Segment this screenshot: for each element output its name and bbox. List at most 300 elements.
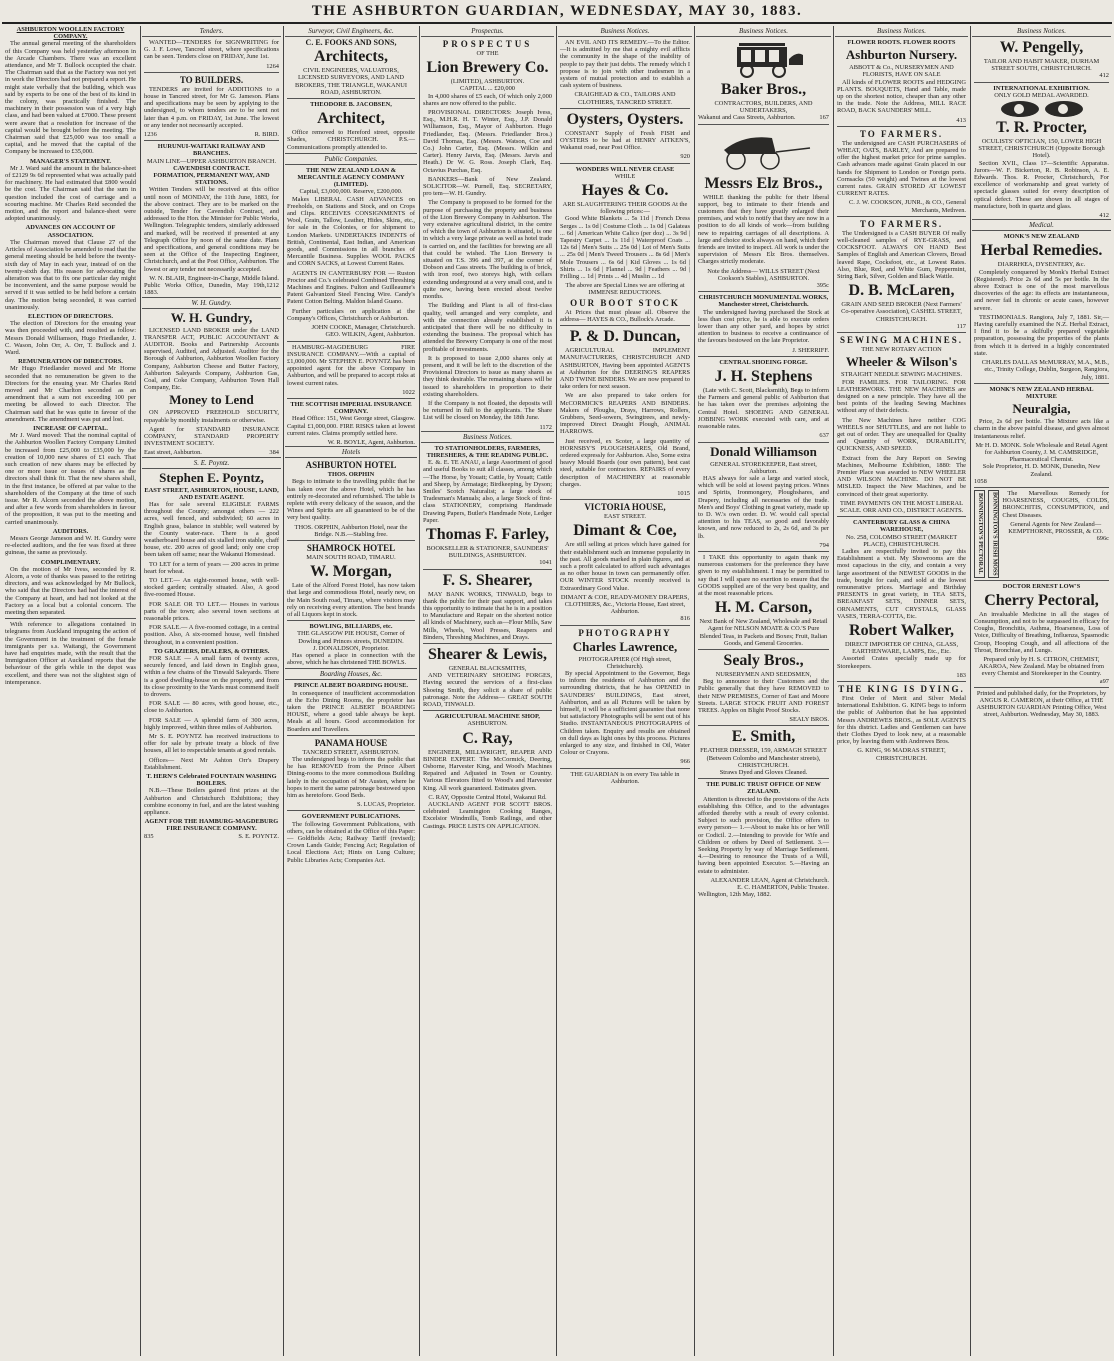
ad-heading: TO FARMERS.	[859, 128, 944, 139]
column-rule	[970, 26, 971, 1356]
column-label: Hotels	[285, 446, 417, 458]
ad-signature: J. DONALDSON, Proprietor.	[313, 644, 389, 652]
ad-title: Dimant & Coe,	[573, 522, 677, 540]
ad-text: Offices— Next Mr Ashton Orr's Drapery Establishment.	[144, 756, 279, 771]
ad-title: H. M. Carson,	[714, 599, 813, 617]
ad-number: 395c	[816, 282, 829, 290]
ad-signature: S. LUCAS, Proprietor.	[356, 801, 415, 809]
ad-subheading: FEATHER DRESSER, 159, ARMAGH STREET (Between Colombo and Manchester streets), CHRISTCHURCH.	[700, 747, 827, 769]
ad-text: Ladies are respectfully invited to pay this Establishment a visit. My Showrooms are the most capacious in the city, and contain a very large assortment of the NEWEST GOODS in the trade, bought for cash, and sold at the lowest remunerative prices. Marriage and Birthday PRESENTS in great variety, in TEA SETS, BREAKFAST SETS, DINNER SETS, ORNAMENTS, CUT CRYSTALS, GLASS VASES, TERRA-COTTA, Etc.	[837, 547, 966, 620]
ad-subheading: TO GRAZIERS, DEALERS, & OTHERS.	[153, 647, 270, 655]
divider	[423, 643, 552, 644]
divider	[287, 810, 415, 811]
column-1	[3, 26, 138, 1346]
column-7	[835, 26, 968, 1346]
ad-text: Office removed to Hereford street, opposite Shades, CHRISTCHURCH. P.S.—Communications promptly attended to.	[287, 129, 415, 151]
ad-title: Oysters, Oysters.	[566, 110, 684, 128]
ad-subheading: THE GLASGOW PIE HOUSE, Corner of Dowling and Princes streets, DUNEDIN.	[297, 630, 405, 645]
ad-text: Just received, ex Scoter, a large quantity of HORNSBY'S PLOUGHSHARES, Old Brand, ordered expressly for Ashburton. Also, Some extra heavy Mould Boards (our own pattern), best cast steel, suitable for contractors. REPAIRS of every description of MACHINERY at reasonable charges.	[560, 437, 690, 488]
ad-text: The undersigned begs to inform the public that he has REMOVED from the Prince Albert Dining-rooms to the more commodious Building lately in the occupation of Mr Austen, where he hopes to merit the same patronage bestowed upon him as heretofore. Good Beds.	[287, 756, 415, 800]
ad-number: 1212	[266, 282, 279, 290]
ad-title: Neuralgia,	[1012, 401, 1071, 417]
divider	[698, 778, 829, 779]
ad-heading: FLOWER ROOTS. FLOWER ROOTS	[847, 39, 956, 46]
ad-text: WHILE thanking the public for their liberal support, beg to intimate to their friends and customers that they have greatly enlarged their premises, and wish to notify that they are now in a position to do all kinds of work—from building new to repairing carriages of all descriptions. A large and choice stock always on hand, which their friends are invited to inspect. All work is under the supervision of Messrs Elz Bros. themselves. Charges strictly moderate.	[698, 193, 829, 266]
divider	[698, 725, 829, 726]
ad-text: The Building and Plant is all of first-class quality, well arranged and very complete, and with the connection already established it is anticipated that there will be no difficulty in extending the business. The proposal which has attended the Brewery Company is one of the most profitable of investments.	[423, 302, 552, 353]
divider	[560, 325, 690, 326]
eye-icon	[1045, 101, 1083, 117]
section-heading: INCREASE OF CAPITAL.	[33, 424, 108, 432]
ad-text: AGENTS IN CANTERBURY FOR — Ruston Proctor and Co.'s celebrated Combined Threshing Machines and Engines. Fulton and Guilleaume's Patent Galvanized Steel Fencing Wire. Candy's Patent Cotton Belting. Maldon Island Guano.	[287, 269, 415, 306]
divider	[423, 569, 552, 570]
section-heading: ELECTION OF DIRECTORS.	[27, 312, 114, 320]
ad-number: 816	[680, 615, 690, 623]
hearse-illustration	[698, 39, 829, 79]
divider	[287, 540, 415, 541]
ad-title: Stephen E. Poyntz,	[159, 469, 264, 485]
ad-text: We are also prepared to take orders for McCORMICK'S REAPERS AND BINDERS. Makers of Ploughs, Drays, Harrows, Rollers, Grubbers, Seed-sowers, Swingtrees, and newly-improved Direct Draught Plough, ANIMAL HARROWS.	[560, 392, 690, 436]
advertisement	[144, 39, 279, 297]
ad-signature: TIME PAYMENTS ON THE MOST LIBERAL SCALE. ORR AND CO., DISTRICT AGENTS.	[839, 499, 964, 514]
ad-number: 1264	[266, 62, 279, 70]
column-label: Tenders.	[142, 26, 281, 37]
ad-heading: TO FARMERS.	[859, 218, 944, 229]
divider	[5, 618, 136, 619]
ad-text: Agent for STANDARD INSURANCE COMPANY, STANDARD PROPERTY INVESTMENT SOCIETY.	[144, 425, 279, 448]
ad-heading: OUR BOOT STOCK	[570, 297, 680, 308]
ad-subheading: EAST STREET.	[603, 513, 646, 521]
ad-footer	[144, 131, 279, 138]
ad-text: FOR SALE — A small farm of twenty acres, securely fenced, and laid down in English grass, within a few chains of the Tinwald Saleyards. There is a good dwelling-house on the property, and from its close proximity to the Yards must commend itself to drovers.	[144, 655, 279, 699]
ad-heading: THE PUBLIC TRUST OFFICE OF NEW ZEALAND.	[706, 781, 821, 796]
ad-signature: C. RAY, Opposite Central Hotel, Wakanui Rd.	[428, 793, 547, 801]
divider	[698, 649, 829, 650]
column-rule	[694, 26, 695, 1356]
ad-footer	[144, 282, 279, 296]
hearse-icon	[719, 41, 809, 79]
section-heading: COMPLIMENTARY.	[40, 558, 101, 566]
divider	[287, 341, 415, 342]
ad-text: (Late with C. Scott, Blacksmith), Begs to inform the Farmers and general public of Ashburton that he has taken over the premises adjoining the Central Hotel. SHOEING AND GENERAL JOBBING WORK executed with care, and at reasonable rates.	[698, 387, 829, 431]
ad-text: In 4,000 shares of £5 each, Of which only 2,000 shares are now offered to the public.	[423, 92, 552, 107]
ad-text: CONSTANT Supply of Fresh FISH and OYSTERS to be had at HENRY AITKEN'S, Wakanui road, near Post Office.	[560, 129, 690, 152]
ad-title: E. Smith,	[731, 728, 796, 746]
ad-title: W. H. Gundry,	[170, 309, 253, 325]
ad-subheading: DIRECT IMPORTER OF CHINA, GLASS, EARTHENWARE, LAMPS, Etc., Etc.	[844, 641, 959, 656]
ad-number: 117	[956, 322, 966, 330]
ad-text: First Order of Merit and Silver Medal International Exhibition. G. KING begs to inform the public of Ashburton that he has appointed Messrs ANDREWES BROS., as SOLE AGENTS for this district. Ladies and Gentlemen can have their Clothes Dyed to look new, at a reasonable price, by leaving them with Andrewes Bros.	[837, 695, 966, 746]
divider	[560, 768, 690, 769]
ad-signature: DIMANT & COE, READY-MONEY DRAPERS, CLOTHIERS, &c., Victoria House, East street, Ashburton.	[560, 593, 690, 616]
ad-signature: JOHN COOKE, Manager, Christchurch.	[311, 324, 415, 332]
ad-title: W. Morgan,	[310, 563, 392, 581]
ad-subheading: NURSERYMEN AND SEEDSMEN,	[715, 670, 812, 678]
ad-title: Charles Lawrence,	[572, 638, 678, 654]
ad-title: Sealy Bros.,	[723, 651, 804, 669]
divider	[287, 735, 415, 736]
ad-text: An invaluable Medicine in all the stages of Consumption, and not to be surpassed in efficacy for Coughs, Bronchitis, Asthma, Hoarseness, Loss of Voice, Difficulty of Breathing, Influenza, Spasmodic Croup, Hooping Cough, and all affections of the Throat, Bronchiae, and Lungs.	[974, 610, 1109, 654]
divider	[144, 140, 279, 141]
ad-text: LICENSED LAND BROKER under the LAND TRANSFER ACT, PUBLIC ACCOUNTANT & AUDITOR. Books and Partnership Accounts supervised, Audited, and Adjusted. Auditor for the Borough of Ashburton, Ashburton Woollen Factory Company, Ashburton Cheese and Butter Factory, Ashburton Saleyards Company, Ashburton Gas, Coal, and Coke Company, Ashburton Town Hall Company, Etc.	[144, 326, 279, 392]
ad-number: 413	[956, 116, 966, 124]
column-label: Medical.	[972, 219, 1111, 231]
ad-title: Cherry Pectoral,	[984, 591, 1099, 609]
column-6	[696, 26, 831, 1346]
ad-text: Further particulars on application at the Company's Offices, Christchurch or Ashburton.	[287, 307, 415, 322]
ad-title: Donald Williamson	[710, 443, 817, 459]
ad-text: The New Machines have neither COG WHEELS nor SHUTTLES, and are not liable to get out of order. They are unequalled for Quality and Quantity of WORK, DURABILITY, QUICKNESS, AND SPEED.	[837, 416, 966, 453]
ad-heading: THEODORE B. JACOBSEN,	[310, 101, 392, 109]
ad-title: P. & D. Duncan,	[569, 328, 681, 346]
ad-heading: SHAMROCK HOTEL	[306, 542, 396, 553]
ad-number: 835	[144, 832, 154, 840]
ad-number: 183	[956, 671, 966, 679]
pectoral-ad	[974, 490, 1109, 578]
ad-subheading: GENERAL BLACKSMITHS,	[448, 665, 527, 673]
ad-text: By special Appointment to the Governor, Begs to inform the residents of Ashburton and the surrounding districts, that he has OPENED in SAUNDERS' BUILDINGS, East street, Ashburton, and as all Pictures will be taken by himself, it will be a sufficient guarantee that none but satisfactory Photographs will be sent out of his Studio. INSTANTANEOUS PHOTOGRAPHS of Children taken. Enquiry and results are obtained on dull days as light ones by this process. Pictures enlarged to any size, and finished in Oil, Water Colour or Crayons.	[560, 670, 690, 757]
ad-subheading: (LIMITED), ASHBURTON.	[450, 78, 525, 86]
ad-number: 1041	[539, 559, 552, 567]
ad-heading: THE SCOTTISH IMPERIAL INSURANCE COMPANY.	[290, 400, 412, 416]
ad-subheading: OF THE	[476, 50, 499, 57]
ad-text: In consequence of insufficient accommodation at the Echo Dining Rooms, the proprietor has taken the PRINCE ALBERT BOARDING HOUSE, where a good table always be kept. Meals at all hours. Good accommodation for Boarders and Travellers.	[287, 689, 415, 733]
ad-signature: CHARLES DALLAS McMURRAY, M.A., M.B., etc., Trinity College, Dublin, Surgeon, Rangiora, July, 1881.	[981, 359, 1109, 381]
section-heading: MANAGER'S STATEMENT.	[30, 157, 111, 165]
column-label: Surveyor, Civil Engineers, &c.	[285, 26, 417, 37]
ad-title: Robert Walker,	[849, 622, 954, 639]
ad-number: 1058	[974, 477, 987, 485]
ad-number: 384	[269, 449, 279, 457]
ad-number: 920	[680, 153, 690, 161]
ad-heading: CANTERBURY GLASS & CHINA WAREHOUSE,	[852, 519, 950, 534]
ad-date: Public Works Office, Dunedin, May 19th, 1883.	[144, 282, 267, 297]
section-body: Mr Hugo Friedlander moved and Mr Horne seconded that no remuneration be given to the Directors for the ensuing year. Mr Charles Reid moved and Mr Charlton seconded as an amendment that a sum not exceeding 100 per meeting be allowed to each Director. The Chairman said that he was quite in favour of the amendment. The amendment was put and lost.	[5, 365, 136, 423]
divider	[698, 551, 829, 552]
column-label: W. H. Gundry.	[142, 297, 281, 309]
ad-text: E. &. E. TE ANAU, a large Assortment of good and useful Books to suit all classes, among which—The Horse, by Youatt; Cattle, by Youatt; Cattle and Sheep, by Armatage; Birdkeeping, by Dyson; Smiles' Scotch Naturalist; a large stock of Tradesman's Manuals; also, a large Stock of first-class STATIONERY, comprising Handmade Drawing Papers, Butler's Handmade Note, Ledger Paper.	[423, 459, 552, 524]
ad-number: 696c	[1096, 535, 1109, 543]
divider	[560, 163, 690, 164]
divider	[837, 332, 966, 333]
ad-text: At Prices that must please all. Observe the address— HAYES & CO., Bullock's Arcade.	[560, 308, 690, 323]
divider	[698, 356, 829, 357]
column-4	[421, 26, 554, 1346]
divider	[837, 681, 966, 682]
carriage-icon	[714, 128, 814, 172]
column-rule	[140, 26, 141, 1356]
ad-title: W. Pengelly,	[999, 39, 1084, 56]
article-heading: ASHBURTON WOOLLEN FACTORY COMPANY.	[16, 26, 125, 41]
ad-number: 637	[819, 432, 829, 440]
advertisement	[423, 445, 552, 830]
ad-title: Herbal Remedies.	[980, 242, 1103, 260]
divider	[837, 216, 966, 217]
ad-text: AUCKLAND AGENT FOR SCOTT BROS. celebrated Leamington Cooking Ranges, Excelsior Windmills, Tomb Railings, and other Castings. PRICE LISTS ON APPLICATION.	[423, 801, 552, 830]
divider	[698, 124, 829, 125]
ad-text: All kinds of FLOWER ROOTS and HEDGING PLANTS. BOUQUETS, Hand and Table, made up on the shortest notice, cheaper than any other in the trade. Note the Address, MILL RACE ROAD, BACK SAUNDERS' MILL.	[837, 78, 966, 115]
divider	[287, 398, 415, 399]
ad-signature: R. BIRD.	[254, 131, 279, 139]
ad-subheading: AGENT FOR THE HAMBURG-MAGDEBURG FIRE INSURANCE COMPANY.	[144, 818, 279, 833]
column-label: Prospectus.	[421, 26, 554, 37]
column-rule	[556, 26, 557, 1356]
ad-text: The following Government Publications, with others, can be obtained at the Office of this Paper:— Goldfields Acts; Railway Tariff (revised); Crown Lands Guide; Fencing Act; Regulation of Local Elections Act; Hints on Lung Culture; Public Libraries Acts; Companies Act.	[287, 820, 416, 864]
ad-signature: W. R. BOYLE, Agent, Ashburton.	[327, 438, 415, 446]
ad-text: TO LET.— An eight-roomed house, with well-stocked garden; centrally situated. Also, A good five-roomed House.	[144, 576, 279, 599]
advertisement	[287, 682, 415, 863]
column-label: Business Notices.	[558, 26, 692, 37]
ad-text: The undersigned are CASH PURCHASERS of WHEAT, OATS, BARLEY, And are prepared to offer the highest market price for prime samples. Cash advances made against Grain placed in our hands for Shipment to London or Foreign ports. Cornsacks (50 weight) and Twines at the lowest current rates. GRAIN STORED AT LOWEST CURRENT RATES.	[837, 139, 966, 198]
ad-text: Are still selling at prices which have gained for their establishment such an immense popularity in the past. All goods marked in plain figures, and at such a profit calculated to afford such advantages as no other house in town can permanently offer. OUR WINTER STOCK recently received is Extraordinary Good Value.	[560, 541, 690, 592]
ad-subheading: DIARRHŒA, DYSENTERY, &c.	[997, 261, 1086, 269]
ad-subheading: PHOTOGRAPHER (Of High street, Christchurch).	[578, 655, 672, 670]
ad-signature: S. E. POYNTZ.	[238, 832, 279, 840]
column-label: Business Notices.	[972, 26, 1111, 37]
pectoral-text	[1002, 490, 1109, 578]
ad-title: Shearer & Lewis,	[428, 646, 547, 664]
advertisement	[974, 39, 1109, 219]
section-heading: AUDITORS.	[52, 527, 89, 535]
ad-subheading: THE NEW ROTARY ACTION	[861, 346, 942, 354]
ad-heading: C. E. FOOKS AND SONS,	[305, 38, 397, 47]
advertisement	[144, 471, 279, 840]
ad-text: Makes LIBERAL CASH ADVANCES on Freeholds, on Stations and Stock, and on Crops and Clips. RECEIVES CONSIGNMENTS of Wool, Grain, Tallow, Leather, Hides, Skins, etc., for sale in the Colonies, or for shipment to London Markets. UNDERTAKES INDENTS of British, Continental, East Indian, and American goods, and Commissions in all branches of Mercantile Business. Supplies WOOL PACKS and CORN SACKS, at Lowest Current Rates.	[287, 195, 415, 268]
ad-text: Begs to intimate to the travelling public that he has taken over the above Hotel, which he has entirely re-decorated and refurnished. The table is replete with every delicacy of the season, and the Wines and Spirits are all guaranteed to be of the very best quality.	[287, 478, 415, 522]
column-label: Public Companies.	[285, 153, 417, 165]
ad-text: Extract from the Jury Report on Sewing Machines, Melbourne Exhibition, 1880: The Premier Place was awarded to NEW WHEELER AND WILSON MACHINE. DO NOT BE MISLED. Inspect the New Machines, and be convinced of their great superiority.	[837, 454, 966, 498]
section-body: Messrs George Jameson and W. H. Gundry were re-elected auditors, and the fee was fixed at three guineas, the same as previously.	[5, 535, 136, 557]
divider	[423, 710, 552, 711]
ad-heading: TO STATIONHOLDERS, FARMERS, THRESHERS, & THE READING PUBLIC.	[426, 444, 549, 459]
ad-signature: Prepared only by H. S. CITRON, CHEMIST, AKAROA, New Zealand. May be obtained from every Chemist and Storekeeper in the Country.	[979, 655, 1104, 678]
divider	[698, 291, 829, 292]
ad-text: It is proposed to issue 2,000 shares only at present, and it will be left to the discretion of the Provisional Directors to issue as many shares as they think desirable. The remaining shares will be issued to shareholders in proportion to their existing shareholders.	[423, 354, 552, 398]
ad-signature: C. J. W. COOKSON, JUNR., & CO., General Merchants, Methven.	[849, 199, 966, 214]
column-label: Business Notices.	[421, 431, 554, 443]
divider	[974, 687, 1109, 688]
divider	[144, 72, 279, 73]
ad-signature: G. KING, 96 MADRAS STREET, CHRISTCHURCH.	[857, 747, 946, 762]
ad-signature: Sole Proprietor, H. D. MONK, Dunedin, New Zealand.	[982, 463, 1101, 478]
price-list: Good White Blankets ... 5s 11d | French Dress Serges ... 1s 0d | Costume Cloth ... 1s 0d | Galateas ... 6d | American White Calico (per doz) ... 3s 9d | Tapestry Carpet ... 1s 11d | Waterproof Coats ... 12s 6d | Men's Suits ... 25s 0d | Lot of Men's Suits ... 25s 0d | Men's Tweed Trousers ... 8s 6d | Men's Mole Trousers ... 6s 6d | Kid Gloves ... 1s 6d | Shirts ... 1s 6d | Flannel ... 9d | Feathers ... 9d | Frilling ... 1d | Prints ... 4d | Muslin ... 1d	[560, 215, 690, 281]
ad-text: Straws Dyed and Gloves Cleaned.	[719, 769, 808, 776]
ad-number: 1022	[402, 388, 415, 396]
ad-number: 966	[680, 758, 690, 766]
ad-title: J. H. Stephens	[714, 368, 813, 386]
advertisement	[560, 39, 690, 785]
ad-text: THE GUARDIAN is on every Tea table in Ashburton.	[570, 770, 680, 785]
divider	[287, 620, 415, 621]
ad-subheading: GRAIN AND SEED BROKER (Next Farmers' Co-operative Association), CASHEL STREET, CHRISTCHURCH.	[841, 301, 962, 323]
ad-number: 1015	[677, 489, 690, 497]
divider	[698, 442, 829, 443]
ad-text: AGRICULTURAL IMPLEMENT MANUFACTURERS, CHRISTCHURCH AND ASHBURTON, Having been appointed AGENTS at Ashburton for the DEERING'S REAPERS AND TWINE BINDERS. We are now prepared to take orders for next season.	[560, 347, 690, 391]
ad-text: FOR SALE.— A five-roomed cottage, in a central position. Also, A six-roomed house, well finished throughout, in a convenient position.	[144, 624, 279, 646]
ad-footer	[698, 114, 829, 121]
divider	[837, 126, 966, 127]
ad-text: PROVISIONAL DIRECTORS: Joseph Ivess, Esq., M.H.R. H. T. Winter, Esq., J.P. Donald Williamson, Esq., Mayor of Ashburton. Hugo Friedlander, Esq. (Messrs. Friedlander Bros.) David Thomas, Esq. (Messrs. Watson, Coe and Co.) John Carter, Esq. (Messrs. Wilkin and Carter). Henry Jarvis, Esq. (Messrs. Jarvis and Heath.) Dr W. G. Ross. Joseph Clark, Esq. Octavius Purchas, Esq.	[423, 109, 552, 174]
ad-signature: THOS. ORPHIN, Ashburton Hotel, near the Bridge. N.B.—Stabling free.	[294, 523, 408, 538]
ad-title: Baker Bros.,	[720, 81, 807, 98]
ad-subheading: THOS. ORPHIN	[327, 471, 375, 479]
ad-date: Wellington, 12th May, 1882.	[698, 891, 772, 899]
column-label: Business Notices.	[696, 26, 831, 37]
ad-title: Hayes & Co.	[581, 182, 669, 200]
section-body: Mr J. Ward said the amount in the balance-sheet of £2129 9s 6d represented what was actually paid for machinery. He had estimated that £800 would be the cost. The Chairman said that the sum in question included the cost of carriage and a scouring machine. Mr Charles Reid seconded the motion, and the report and balance-sheet were adopted unanimously.	[5, 164, 136, 223]
masthead: THE ASHBURTON GUARDIAN, WEDNESDAY, MAY 30, 1883.	[311, 3, 803, 19]
ad-subheading: FORMATION, PERMANENT WAY, AND STATIONS.	[153, 172, 270, 187]
ad-text: WANTED—TENDERS for SIGNWRITING for G. J. F. Lowe, Tancred street, where specifications can be seen. Tenders close on FRIDAY, June 1st.	[144, 39, 279, 61]
column-2	[142, 26, 281, 1346]
ad-text: Completely conquered by Monk's Herbal Extract (Registered). Price 2s 6d and 5s per bottle. In the above Extract is one of the most marvellous discoveries of the age: its effects are instantaneous, and never fail in chronic or acute cases, however severe.	[974, 268, 1109, 312]
ad-heading: AGRICULTURAL MACHINE SHOP,	[435, 713, 540, 721]
ad-text: Mr S. E. POYNTZ has received instructions to offer for sale by private treaty a block of five houses, all let to respectable tenants at good rentals.	[144, 733, 279, 755]
ad-text: AND VETERINARY SHOEING FORGES, Having secured the services of a first-class Shoeing Smith, they solicit a share of public patronage. Note the Address— GREAT SOUTH ROAD, TINWALD.	[423, 672, 552, 709]
ad-signature: J. SHERRIFF.	[792, 346, 829, 354]
ad-title: Messrs Elz Bros.,	[704, 174, 823, 192]
ad-signature: CRAIGHEAD & CO., TAILORS AND CLOTHIERS, TANCRED STREET.	[574, 91, 676, 106]
ad-text: FOR SALE — A splendid farm of 300 acres, highly improved, within three miles of Ashburton.	[144, 716, 279, 731]
ad-heading: CENTRAL SHOEING FORGE.	[719, 358, 808, 366]
ad-heading: BOWLING, BILLIARDS, etc.	[309, 623, 393, 631]
ad-text: I TAKE this opportunity to again thank my numerous customers for the preference they have given to my establishment. I may be permitted to say that I will spare no exertion to ensure that the GOODS supplied are of the very best quality, and at the most reasonable prices.	[698, 553, 829, 597]
column-label: Boarding Houses, &c.	[285, 668, 417, 680]
advertisement	[423, 39, 552, 431]
ad-signature: E. C. HAMERTON, Public Trustee.	[737, 884, 829, 892]
ad-number: 1172	[539, 423, 552, 431]
printer-imprint: Printed and published daily, for the Proprietors, by ANGUS R. CAMERON, at their Office, at THE ASHBURTON GUARDIAN Printing Office, West street, Ashburton. Wednesday, May 30, 1883.	[976, 689, 1107, 719]
ad-title: T. R. Procter,	[996, 119, 1087, 137]
ad-text: The Company is proposed to be formed for the purpose of purchasing the property and business of the Lion Brewery Company in Ashburton. The very extensive agricultural district, in the centre of which the town of Ashburton is situated, is one in which a very large private as well as hotel trade is carried on, and the facilities for brewing are all that could be wished. The Lion Brewery is situated on T.S. 396 and 397, at the corner of Dobson and Cass streets. The building is of brick, with iron roof, two storeys high, with cellars extending underground at a very small cost, and is quite new, having been erected about twelve months.	[423, 199, 552, 301]
ad-subheading: GENERAL STOREKEEPER, East street, Ashburton.	[710, 460, 817, 475]
ad-text: Late of the Alford Forest Hotel, has now taken that large and commodious Hotel, nearly new, on the Main South road, Timaru, where visitors may rely on receiving every attention. The best brands of all Liquors kept in stock.	[287, 582, 415, 618]
ad-text: HAS always for sale a large and varied stock, which will be sold at lowest paying prices. Wines and Spirits, Ironmongery, Ploughshares, and Drapery, including all necessaries of the trade. Men's and Boys' Clothing in great variety, made up to D. W.'s own order. D. W. would call special attention to his TEAS, so good and favorably known, and now reduced to 2s, 2s 6d, and 3s per lb.	[698, 474, 829, 540]
ad-subheading: WHILE	[614, 172, 636, 180]
ad-heading: THE NEW ZEALAND LOAN & MERCANTILE AGENCY COMPANY (LIMITED).	[297, 166, 405, 189]
advertisement	[287, 39, 415, 151]
column-rule	[283, 26, 284, 1356]
ad-subheading: ABBOTT & Co., NURSERYMEN AND FLORISTS, HAVE ON SALE	[849, 64, 954, 79]
ad-heading: HURUNUI-WAITAKI RAILWAY AND BRANCHES.	[157, 143, 266, 158]
article-body: The annual general meeting of the shareholders of this Company was held yesterday afternoon in the Arcade Chambers. There was an excellent attendance, and Mr T. Bullock occupied the chair. The Chairman said that as the Factory was not yet in work the Directors had not prepared a report. He might state verbally that the building, which was said by experts to be one of the best of its kind in the colony, was practically finished. The machinery in their possession was of a very high class, and had been valued at £7000. These present were aware that a resolution for increase of the capital would be brought before the meeting. The Chairman said that £25,000 was too small a capital, and he moved that the capital of the Company be increased to £35,000.	[5, 40, 136, 156]
ad-heading: SEWING MACHINES.	[839, 335, 963, 346]
ad-signature: General Agents for New Zealand— KEMPTHORNE, PROSSER, & CO.	[1008, 520, 1104, 535]
ad-text: TENDERS are invited for ADDITIONS to a house in Tancred street, for Mr G. Jameson. Plans and specifications may be seen by applying to the undersigned, to whom tenders are to be sent not later than 4 p.m. on FRIDAY, 1st June. The lowest or any tender not necessarily accepted.	[144, 85, 279, 129]
ad-title: Thomas F. Farley,	[426, 525, 549, 543]
ad-address: Wakanui and Cass Streets, Ashburton.	[698, 114, 796, 122]
ad-text: Has for sale several ELIGIBLE FARMS throughout the County; amongst others — 222 acres, well fenced, and subdivided; 60 acres in English grass, balance in stubble; well watered by the County water-race. There is a good weatherboard house and six stalled iron stable, chaff house, etc. 200 acres of good land; only one crop been taken off same; near the Wakanui Homestead.	[144, 500, 279, 559]
ad-text: Section XVII., Class 17—Scientific Apparatus. Jurors—W. F. Bickerton, R. B. Robinson, A. E. Edwards. Thos. R. Procter, Christchurch, For excellence of workmanship and great variety of spectacle glasses suited for every description of optical defect. These are shown in all stages of manufacture, both in quartz and glass.	[974, 159, 1109, 210]
column-rule	[419, 26, 420, 1356]
ad-number: 1236	[144, 131, 157, 139]
advertisement	[287, 460, 415, 666]
section-body: The Chairman moved that Clause 27 of the Articles of Association be amended to read that the general meeting should be held before the twenty-sixth day of May in each year, instead of on the twenty-sixth day. His reason for advocating the alteration was that to fix one particular day might be inconvenient, and the same purpose would be served if it was settled to be held before a certain day. The motion being seconded, it was carried unanimously.	[5, 238, 136, 311]
ad-subheading: ARE SLAUGHTERING THEIR GOODS At the following prices:—	[562, 201, 688, 216]
divider	[560, 499, 690, 500]
ad-heading: ASHBURTON HOTEL	[305, 460, 397, 471]
ad-footer	[144, 833, 279, 840]
ad-text: AN EVIL AND ITS REMEDY.—To the Editor.—It is admitted by me that a mighty evil afflicts the community in the shape of the inability of people to pay their just debts. The remedy which I propose is to join with other tradesmen in a system of mutual protection and to establish a cash system of business.	[560, 39, 690, 90]
ad-text: N.B.—These Boilers gained first prizes at the Ashburton and Christchurch Exhibitions; they combine economy in fuel, and are the latest washing appliance.	[144, 787, 279, 817]
article-body: With reference to allegations contained in telegrams from Auckland impugning the action of the Government in the treatment of the female immigrants per s.s. Waitangi, the Government have had enquiries made, with the result that the Immigration Officer at Auckland reports that the behaviour of the girls while in the depot was excellent, and there was not the slightest sign of intemperance.	[5, 621, 136, 686]
ad-signature: GEO. WILKIN, Agent, Ashburton.	[325, 331, 415, 339]
ad-heading: PHOTOGRAPHY	[578, 627, 672, 638]
divider	[974, 383, 1109, 384]
masthead-rule	[2, 22, 1112, 24]
ad-text: TESTIMONIALS. Rangiora, July 7, 1881. Sir,—Having carefully examined the N.Z. Herbal Extract, I find it to be a skilfully prepared vegetable preparation, possessing the properties of the plants from which it is derived in a highly concentrated state.	[974, 313, 1109, 357]
section-heading: REMUNERATION OF DIRECTORS.	[18, 358, 123, 366]
ad-text: FOR SALE OR TO LET.— Houses in various parts of the town; also several town sections at reasonable prices.	[144, 600, 279, 622]
ad-number: a97	[1099, 677, 1109, 685]
ad-signature: Mr H. D. MONK. Sole Wholesale and Retail Agent for Ashburton County, J. M. CAMBRIDGE, Pharmaceutical Chemist.	[975, 441, 1108, 464]
ad-title: C. Ray,	[462, 729, 513, 747]
ad-subheading: No. 258, COLOMBO STREET (MARKET PLACE), CHRISTCHURCH.	[845, 533, 958, 548]
section-body: On the motion of Mr Ivess, seconded by R. Alcorn, a vote of thanks was passed to the retiring directors, and was acknowledged by Mr Bullock, who said that the Directors had had the interest of the Company at heart, and had not looked at the Factory as a local but a colonial concern. The meeting then separated.	[5, 565, 136, 617]
ad-heading: THE KING IS DYING.	[838, 684, 965, 695]
ad-text: Head Office: 151, West George street, Glasgow. Capital £1,000,000. FIRE RISKS taken at lowest current rates. Claims promptly settled here.	[287, 415, 415, 437]
advertisement	[974, 233, 1109, 718]
ad-number: 412	[1099, 212, 1109, 220]
ad-subheading: ASHBURTON.	[467, 720, 508, 728]
section-body: The election of Directors for the ensuing year was then proceeded with, and resulted as follow: Messrs Donald Williamson, Hugo Friedlander, J. C. Wason, John Orr, A. Orr, T. Bullock and J. Ward.	[5, 320, 136, 356]
ad-heading: INTERNATIONAL EXHIBITION.	[993, 84, 1090, 92]
ad-capital: CAPITAL ... £20,000	[460, 85, 515, 93]
ad-subheading: EAST STREET, ASHBURTON, HOUSE, LAND, AND ESTATE AGENT.	[144, 486, 279, 501]
ad-heading: GOVERNMENT PUBLICATIONS.	[301, 813, 401, 821]
ad-text: FOR SALE — 80 acres, with good house, etc., close to Ashburton.	[144, 700, 279, 715]
ad-number: 794	[819, 541, 829, 549]
ad-subheading: Capital, £3,000,000. Reserve, £200,000.	[299, 188, 403, 196]
ad-subheading: MAIN SOUTH ROAD, TIMARU.	[306, 553, 396, 561]
ad-text: CIVIL ENGINEERS, VALUATORS, LICENSED SURVEYORS, AND LAND BROKERS, THE TRIANGLE, WAKANUI ROAD, ASHBURTON.	[294, 67, 407, 96]
ad-subheading: CAVENDISH CONTRACT.	[173, 164, 250, 172]
ad-signature: ALEXANDER LEAN, Agent at Christchurch.	[710, 876, 829, 884]
advertisement	[287, 167, 415, 446]
ad-subheading: MAIN LINE—UPPER ASHBURTON BRANCH.	[146, 157, 277, 165]
eye-icon	[1001, 101, 1039, 117]
ad-text: ON APPROVED FREEHOLD SECURITY, repayable by monthly instalments or otherwise.	[144, 409, 279, 424]
column-label: S. E. Poyntz.	[142, 457, 281, 469]
ad-heading: PRINCE ALBERT BOARDING HOUSE.	[293, 682, 408, 690]
ad-text: The undersigned having purchased the Stock at less than cost price, he is able to execute orders lower than any other yard, and hopes by strict attention to business to receive a continuance of the favours bestowed on the late Proprietor.	[698, 308, 829, 345]
ad-title: Lion Brewery Co.	[426, 59, 549, 77]
divider	[974, 580, 1109, 581]
ad-number: 412	[1099, 72, 1109, 80]
divider	[287, 98, 415, 99]
ad-text: Assorted Crates specially made up for Storekeepers.	[837, 655, 966, 670]
ad-subheading: OCULISTS' OPTICIAN, 150, LOWER HIGH STREET, CHRISTCHURCH (Opposite Borough Hotel).	[978, 138, 1105, 160]
ad-subheading: STRAIGHT NEEDLE SEWING MACHINES.	[841, 371, 962, 379]
ad-subheading: CONTRACTORS, BUILDERS, AND UNDERTAKERS,	[714, 100, 813, 115]
ad-subheading: TAILOR AND HABIT MAKER, DURHAM STREET SOUTH, CHRISTCHURCH.	[983, 58, 1100, 73]
ad-text: FOR FAMILIES. FOR TAILORING. FOR LEATHERWORK. THE NEW MACHINES are designed on a new principle. They have all the best points of the leading Sewing Machines without any of their defects.	[837, 378, 966, 415]
vertical-label: BONNINGTON'S IRISH MOSS	[988, 490, 999, 578]
ad-address: East street, Ashburton.	[144, 449, 202, 457]
ad-text: Has opened a place in connection with the above, which he has christened THE BOWLS.	[287, 652, 415, 667]
divider	[837, 516, 966, 517]
ad-text: Written Tenders will be received at this office until noon of MONDAY, the 11th June, 1883, for the above contract. They are to be marked on the outside, Tender for Cavendish Contract, and addressed to the Hon. the Minister for Public Works, Wellington. Telegraphic tenders, similarly addressed and marked, will be received if presented at any Telegraph Office by noon of the same date. Plans and specifications, and general conditions may be seen at the Office of the Inspecting Engineer, Christchurch, and at the Post Office, Ashburton. The lowest or any tender not necessarily accepted.	[144, 186, 279, 273]
column-rule	[833, 26, 834, 1356]
ad-heading: VICTORIA HOUSE,	[584, 502, 666, 513]
ad-subheading: BOOKSELLER & STATIONER, SAUNDERS' BUILDINGS, ASHBURTON.	[426, 544, 549, 560]
vertical-label: BONNINGTON'S PECTORAL	[974, 490, 985, 578]
eyes-illustration	[974, 101, 1109, 117]
ad-heading: PROSPECTUS	[442, 39, 533, 49]
divider	[560, 625, 690, 626]
ad-text: The Marvellous Remedy for HOARSENESS, COUGHS, COLDS, BRONCHITIS, CONSUMPTION, and Chest Diseases.	[1002, 489, 1109, 519]
ad-text: BANKERS—Bank of New Zealand. SOLICITOR—W. Purnell, Esq. SECRETARY, pro tem—W. H. Gundry.	[423, 175, 552, 198]
